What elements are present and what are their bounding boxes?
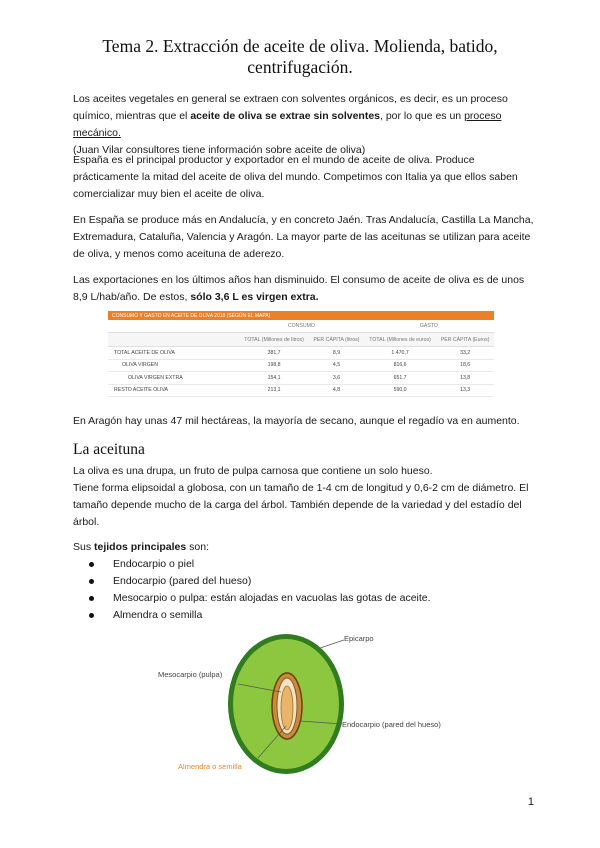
list-item: Mesocarpio o pulpa: están alojadas en vacuolas las gotas de aceite. <box>73 590 513 607</box>
section-heading: La aceituna <box>73 441 145 458</box>
paragraph-spain: España es el principal productor y exportador en el mundo de aceite de oliva. Produce prácticamente la mitad del aceite de oliva del mundo. Competimos con Italia ya que ellos saben comercializar muy bien el aceite de oliva. <box>73 154 518 200</box>
table-subheader: PER CÁPITA (litros) <box>309 333 364 347</box>
table-group-header: CONSUMO <box>287 323 315 329</box>
table-row-label: OLIVA VIRGEN EXTRA <box>108 372 239 385</box>
paragraph-text: son: <box>186 541 209 553</box>
table-subheader: TOTAL (Millones de litros) <box>239 333 309 347</box>
paragraph-tissues-intro <box>73 539 541 556</box>
bold-text: sólo 3,6 L es virgen extra. <box>190 291 319 303</box>
tissue-list <box>73 556 513 624</box>
page-title: Tema 2. Extracción de aceite de oliva. Molienda, batido, centrifugación. <box>102 36 498 77</box>
table-row <box>108 384 494 397</box>
table-cell: 590,0 <box>364 384 436 397</box>
table-cell: 13,8 <box>436 372 494 385</box>
paragraph-intro <box>73 91 541 159</box>
table-cell: 381,7 <box>239 347 309 360</box>
table-group-header: GASTO <box>419 323 438 329</box>
olive-diagram <box>150 628 470 778</box>
list-item: Almendra o semilla <box>73 607 513 624</box>
table-subheader: TOTAL (Millones de euros) <box>364 333 436 347</box>
table-row-label: RESTO ACEITE OLIVA <box>108 384 239 397</box>
list-item: Endocarpio (pared del hueso) <box>73 573 513 590</box>
underlined-text: proceso mecánico. <box>73 110 502 139</box>
olive-seed <box>281 686 293 730</box>
bold-text: tejidos principales <box>94 541 187 553</box>
table-row <box>108 372 494 385</box>
table-cell: 213,1 <box>239 384 309 397</box>
table-cell: 154,1 <box>239 372 309 385</box>
table-cell: 4,8 <box>309 384 364 397</box>
label-epicarp: Epicarpo <box>344 634 374 643</box>
leader-line <box>320 640 344 648</box>
bold-text: aceite de oliva se extrae sin solventes <box>190 110 380 122</box>
table-caption: CONSUMO Y GASTO EN ACEITE DE OLIVA 2018 (SEGÚN EL MAPA) <box>108 311 494 320</box>
label-mesocarp: Mesocarpio (pulpa) <box>158 670 223 679</box>
paragraph-text: , por lo que es un <box>380 110 465 122</box>
table-cell: 651,7 <box>364 372 436 385</box>
paragraph-regions: En España se produce más en Andalucía, y en concreto Jaén. Tras Andalucía, Castilla La Mancha, Extremadura, Cataluña, Valencia y Aragón. La mayor parte de las aceitunas se utilizan para aceite de oliva, y menos como aceituna de aderezo. <box>73 214 534 260</box>
paragraph-text: Tiene forma elipsoidal a globosa, con un tamaño de 1-4 cm de longitud y 0,6-2 cm de diámetro. El tamaño depende mucho de la carga del árbol. También depende de la variedad y del estadío del árbol. <box>73 482 529 528</box>
table-cell: 18,6 <box>436 359 494 372</box>
table-subheader: PER CÁPITA (Euros) <box>436 333 494 347</box>
table-cell: 3,6 <box>309 372 364 385</box>
paragraph-olive <box>73 463 541 531</box>
page-number: 1 <box>527 796 534 808</box>
paragraph-text: Los aceites vegetales en general se extraen con solventes orgánicos, es decir, es un proceso químico, mientras que el <box>73 93 508 122</box>
label-seed: Almendra o semilla <box>178 762 242 771</box>
table-row <box>108 359 494 372</box>
table-cell: 33,2 <box>436 347 494 360</box>
label-endocarp: Endocarpio (pared del hueso) <box>342 720 441 729</box>
paragraph-text: Las exportaciones en los últimos años han disminuido. El consumo de aceite de oliva es de unos 8,9 L/hab/año. De estos, <box>73 274 525 303</box>
table-cell: 816,6 <box>364 359 436 372</box>
paragraph-aragon: En Aragón hay unas 47 mil hectáreas, la mayoría de secano, aunque el regadío va en aumento. <box>73 415 520 427</box>
table-cell: 1.470,7 <box>364 347 436 360</box>
paragraph-text: La oliva es una drupa, un fruto de pulpa carnosa que contiene un solo hueso. <box>73 465 433 477</box>
paragraph-exports <box>73 272 541 306</box>
table-row <box>108 347 494 360</box>
consumption-table <box>108 311 494 397</box>
paragraph-text: (Juan Vilar consultores tiene información sobre aceite de oliva) <box>73 144 366 156</box>
table-cell: 13,3 <box>436 384 494 397</box>
paragraph-text: Sus <box>73 541 95 553</box>
table-cell: 8,9 <box>309 347 364 360</box>
table-cell: 198,8 <box>239 359 309 372</box>
table-row-label: TOTAL ACEITE DE OLIVA <box>108 347 239 360</box>
table-cell: 4,5 <box>309 359 364 372</box>
list-item: Endocarpio o piel <box>73 556 513 573</box>
table-row-label: OLIVA VIRGEN <box>108 359 239 372</box>
